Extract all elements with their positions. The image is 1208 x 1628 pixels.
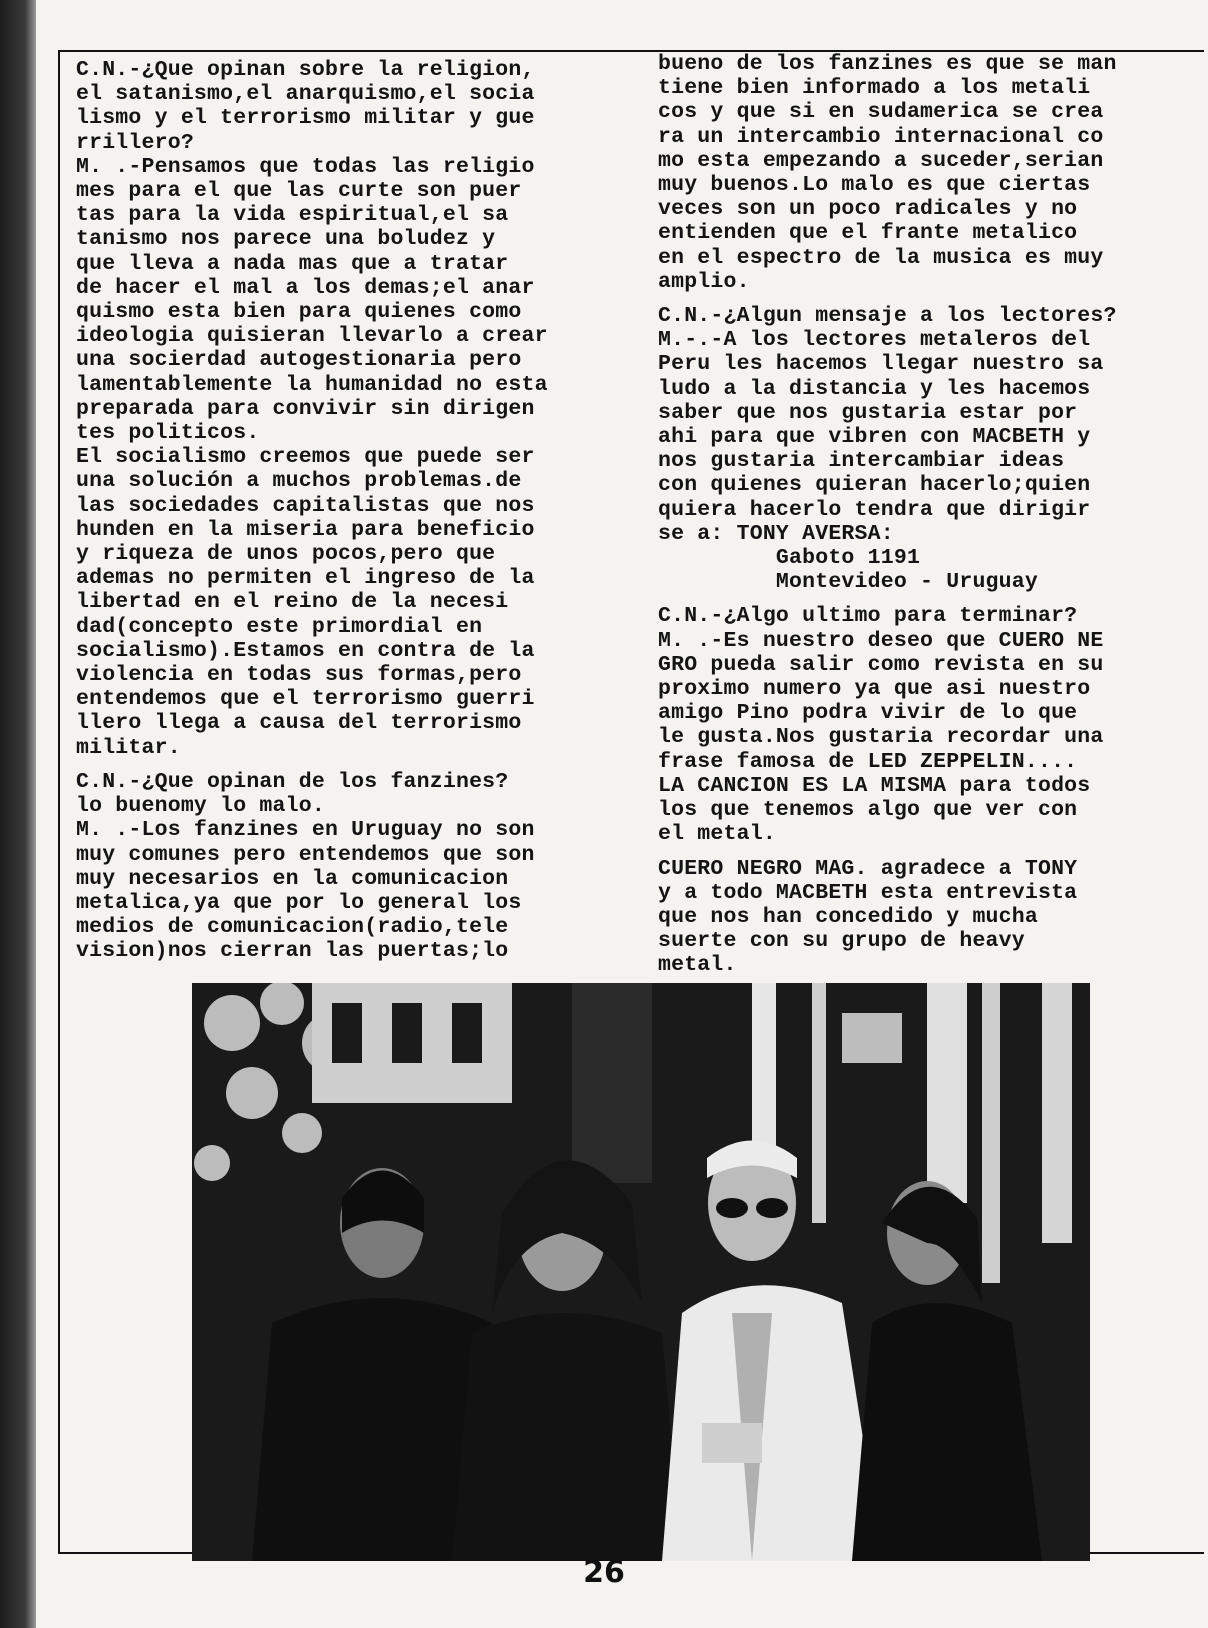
text-line: veces son un poco radicales y no [658, 197, 1078, 222]
text-line: cos y que si en sudamerica se crea [658, 100, 1104, 125]
text-line: nos gustaria intercambiar ideas [658, 449, 1065, 474]
text-line: M. .-Es nuestro deseo que CUERO NE [658, 628, 1104, 653]
text-line: M. .-Los fanzines en Uruguay no son [76, 818, 535, 843]
text-line: los que tenemos algo que ver con [658, 798, 1078, 823]
binding-edge [0, 0, 36, 1628]
text-line: con quienes quieran hacerlo;quien [658, 473, 1091, 498]
text-line: medios de comunicacion(radio,tele [76, 915, 509, 940]
page-number: 26 [583, 1555, 625, 1590]
text-line: mo esta empezando a suceder,serian [658, 148, 1104, 173]
text-line: violencia en todas sus formas,pero [76, 663, 522, 688]
text-line: tiene bien informado a los metali [658, 76, 1091, 101]
text-line: las sociedades capitalistas que nos [76, 493, 535, 518]
text-line: tas para la vida espiritual,el sa [76, 203, 509, 228]
band-photo [192, 983, 1090, 1561]
text-line: amigo Pino podra vivir de lo que [658, 701, 1078, 726]
text-line: ludo a la distancia y les hacemos [658, 376, 1091, 401]
text-line: entienden que el frante metalico [658, 221, 1078, 246]
right-column-text [658, 52, 1198, 978]
text-line: y riqueza de unos pocos,pero que [76, 542, 496, 567]
text-line: vision)nos cierran las puertas;lo [76, 939, 509, 964]
left-column-text [76, 58, 636, 964]
text-line: muy comunes pero entendemos que son [76, 842, 535, 867]
text-line: ademas no permiten el ingreso de la [76, 566, 535, 591]
text-line: una solución a muchos problemas.de [76, 469, 522, 494]
text-line: metal. [658, 953, 737, 978]
text-line: y a todo MACBETH esta entrevista [658, 880, 1078, 905]
text-line: suerte con su grupo de heavy [658, 929, 1025, 954]
text-line: bueno de los fanzines es que se man [658, 52, 1117, 76]
text-line: militar. [76, 735, 181, 760]
text-line: lo buenomy lo malo. [76, 794, 325, 819]
text-line: amplio. [658, 269, 750, 294]
text-line: que nos han concedido y mucha [658, 904, 1038, 929]
text-line: se a: TONY AVERSA: [658, 521, 894, 546]
text-line: una socierdad autogestionaria pero [76, 348, 522, 373]
text-line: M. .-Pensamos que todas las religio [76, 154, 535, 179]
text-line [658, 594, 1198, 604]
text-line: tes politicos. [76, 421, 260, 446]
text-line: muy necesarios en la comunicacion [76, 866, 509, 891]
text-line: preparada para convivir sin dirigen [76, 396, 535, 421]
text-line: LA CANCION ES LA MISMA para todos [658, 773, 1091, 798]
text-line: Gaboto 1191 [658, 546, 921, 571]
text-line: C.N.-¿Que opinan sobre la religion, [76, 58, 535, 82]
text-line: lamentablemente la humanidad no esta [76, 372, 548, 397]
text-line: mes para el que las curte son puer [76, 179, 522, 204]
text-line: lismo y el terrorismo militar y gue [76, 106, 535, 131]
text-line: Montevideo - Uruguay [658, 570, 1038, 595]
text-line: proximo numero ya que asi nuestro [658, 677, 1091, 702]
text-line: el metal. [658, 822, 776, 847]
text-line: socialismo).Estamos en contra de la [76, 638, 535, 663]
text-line: GRO pueda salir como revista en su [658, 652, 1104, 677]
text-line: C.N.-¿Algun mensaje a los lectores? [658, 304, 1117, 329]
text-line: quiera hacerlo tendra que dirigir [658, 497, 1091, 522]
text-line: ra un intercambio internacional co [658, 124, 1104, 149]
text-line: Peru les hacemos llegar nuestro sa [658, 352, 1104, 377]
text-line: libertad en el reino de la necesi [76, 590, 509, 615]
text-line: frase famosa de LED ZEPPELIN.... [658, 749, 1078, 774]
text-line: C.N.-¿Que opinan de los fanzines? [76, 769, 509, 794]
text-line: en el espectro de la musica es muy [658, 245, 1104, 270]
text-line: llero llega a causa del terrorismo [76, 711, 522, 736]
text-line: ideologia quisieran llevarlo a crear [76, 324, 548, 349]
text-line: quismo esta bien para quienes como [76, 300, 522, 325]
text-line: hunden en la miseria para beneficio [76, 517, 535, 542]
text-line: rrillero? [76, 130, 194, 155]
text-line [658, 294, 1198, 304]
text-line: ahi para que vibren con MACBETH y [658, 425, 1091, 450]
text-line: dad(concepto este primordial en [76, 614, 483, 639]
text-line: saber que nos gustaria estar por [658, 400, 1078, 425]
text-line: le gusta.Nos gustaria recordar una [658, 725, 1104, 750]
text-line: M.-.-A los lectores metaleros del [658, 328, 1091, 353]
text-line: entendemos que el terrorismo guerri [76, 687, 535, 712]
text-line: El socialismo creemos que puede ser [76, 445, 535, 470]
text-line: que lleva a nada mas que a tratar [76, 251, 509, 276]
text-line: el satanismo,el anarquismo,el socia [76, 82, 535, 107]
text-line: CUERO NEGRO MAG. agradece a TONY [658, 856, 1078, 881]
text-line: metalica,ya que por lo general los [76, 890, 522, 915]
text-line: C.N.-¿Algo ultimo para terminar? [658, 604, 1078, 629]
text-line: muy buenos.Lo malo es que ciertas [658, 173, 1091, 198]
text-line: de hacer el mal a los demas;el anar [76, 275, 535, 300]
text-line [658, 847, 1198, 857]
text-line [76, 760, 636, 770]
text-line: tanismo nos parece una boludez y [76, 227, 496, 252]
